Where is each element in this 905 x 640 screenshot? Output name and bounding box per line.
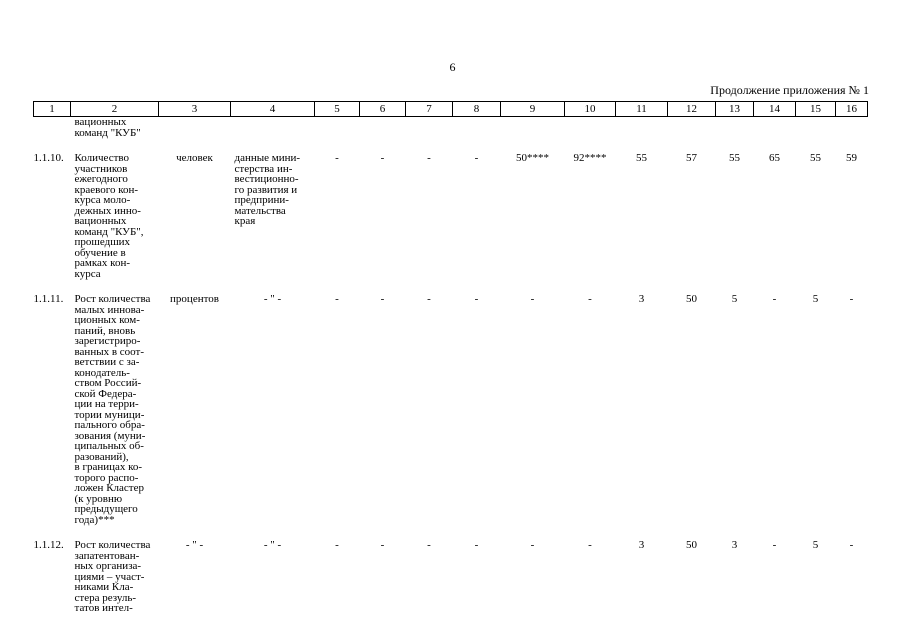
- column-header: 10: [565, 102, 616, 117]
- header-row: [34, 102, 868, 117]
- appendix-continuation-note: Продолжение приложения № 1: [710, 83, 869, 97]
- value-cell: 55: [810, 152, 821, 164]
- value-cell: 50: [686, 539, 697, 551]
- value-cell: [406, 117, 453, 139]
- value-cell: 3: [731, 539, 738, 551]
- column-header: 5: [315, 102, 360, 117]
- value-cell: [716, 117, 754, 139]
- value-cell: 59: [846, 152, 857, 164]
- appendix-table: [33, 101, 868, 614]
- value-cell: [754, 117, 796, 139]
- value-cell: [668, 117, 716, 139]
- column-header: 16: [836, 102, 868, 117]
- value-cell: -: [474, 152, 479, 164]
- column-header: 9: [501, 102, 565, 117]
- table-row: [34, 279, 868, 525]
- row-code: 1.1.12.: [33, 539, 64, 551]
- column-header: 12: [668, 102, 716, 117]
- page-number: 6: [449, 60, 456, 74]
- value-cell: -: [530, 539, 535, 551]
- value-cell: 3: [638, 293, 645, 305]
- value-cell: 55: [729, 152, 740, 164]
- value-cell: [453, 117, 501, 139]
- unit: - " -: [185, 539, 204, 551]
- column-header: 2: [71, 102, 159, 117]
- column-header: 13: [716, 102, 754, 117]
- row-code: [34, 117, 71, 139]
- data-source: - " -: [263, 539, 282, 551]
- value-cell: 55: [636, 152, 647, 164]
- data-source: [231, 117, 315, 139]
- table-row: [34, 525, 868, 614]
- value-cell: 50****: [516, 152, 549, 164]
- value-cell: [315, 117, 360, 139]
- value-cell: -: [335, 539, 339, 551]
- value-cell: -: [427, 293, 431, 305]
- table-row: [34, 117, 868, 139]
- value-cell: 50: [686, 293, 697, 305]
- row-code: 1.1.11.: [33, 293, 64, 305]
- column-header: 15: [796, 102, 836, 117]
- value-cell: 5: [812, 293, 819, 305]
- column-header: 1: [34, 102, 71, 117]
- value-cell: -: [335, 293, 339, 305]
- value-cell: [836, 117, 868, 139]
- value-cell: 92****: [573, 152, 607, 164]
- value-cell: [565, 117, 616, 139]
- row-code: 1.1.10.: [33, 152, 64, 164]
- value-cell: -: [427, 152, 431, 164]
- data-source: данные мини- стерства ин- вестиционно- го развития и предприни- мательства края: [234, 152, 301, 227]
- value-cell: -: [474, 293, 479, 305]
- value-cell: -: [588, 293, 592, 305]
- data-source: - " -: [263, 293, 282, 305]
- unit: человек: [176, 152, 213, 164]
- value-cell: -: [427, 539, 431, 551]
- column-header: 6: [360, 102, 406, 117]
- value-cell: -: [772, 293, 777, 305]
- indicator-name: Рост количества запатентован- ных организа- циями – участ- никами Кла- стера резуль- татов интел-: [74, 539, 151, 614]
- table-row: [34, 138, 868, 279]
- value-cell: -: [380, 152, 385, 164]
- value-cell: -: [335, 152, 339, 164]
- value-cell: [501, 117, 565, 139]
- column-header: 4: [231, 102, 315, 117]
- indicator-name: Количество участников ежегодного краевого кон- курса моло- дежных инно- вационных команд "КУБ", прошедших обучение в рамках кон- курса: [74, 152, 144, 280]
- value-cell: [796, 117, 836, 139]
- unit: процентов: [170, 293, 219, 305]
- value-cell: [616, 117, 668, 139]
- indicator-name: вационных команд "КУБ": [74, 116, 141, 139]
- value-cell: 57: [686, 152, 697, 164]
- value-cell: -: [380, 539, 385, 551]
- value-cell: 5: [812, 539, 819, 551]
- value-cell: -: [380, 293, 385, 305]
- value-cell: [360, 117, 406, 139]
- indicator-name: Рост количества малых иннова- ционных ком- паний, вновь зарегистриро- ванных в соот- ветствии с за- конодатель- ством Россий- ской Федера- ции на терри- тории муници- пального обра- зования (муни- ципальных об- разований), в границах ко- торого распо- ложен Кластер (к уровню предыдущего года)***: [74, 293, 151, 526]
- column-header: 3: [159, 102, 231, 117]
- value-cell: 65: [769, 152, 780, 164]
- value-cell: -: [849, 293, 854, 305]
- value-cell: -: [849, 539, 854, 551]
- value-cell: -: [588, 539, 592, 551]
- column-header: 14: [754, 102, 796, 117]
- column-header: 11: [616, 102, 668, 117]
- value-cell: -: [530, 293, 535, 305]
- value-cell: 5: [731, 293, 738, 305]
- unit: [159, 117, 231, 139]
- column-header: 7: [406, 102, 453, 117]
- value-cell: -: [772, 539, 777, 551]
- value-cell: -: [474, 539, 479, 551]
- column-header: 8: [453, 102, 501, 117]
- value-cell: 3: [638, 539, 645, 551]
